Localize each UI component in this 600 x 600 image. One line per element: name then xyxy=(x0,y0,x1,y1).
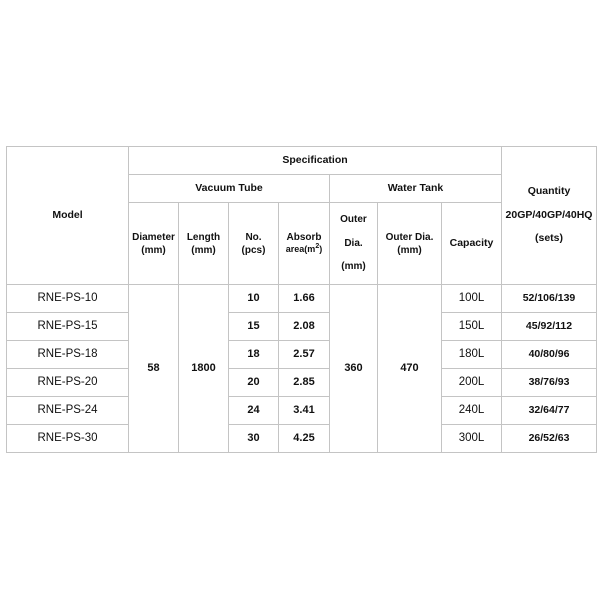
no-cell: 30 xyxy=(229,425,279,453)
quantity-cell: 32/64/77 xyxy=(502,397,597,425)
model-cell: RNE-PS-15 xyxy=(7,313,129,341)
absorb-stack xyxy=(280,231,328,256)
quantity-header xyxy=(502,147,597,285)
outer-dia-2-stack xyxy=(379,231,440,257)
no-stack xyxy=(230,231,277,257)
quantity-unit: (sets) xyxy=(534,232,563,245)
outer-dia-1-header xyxy=(330,203,378,285)
absorb-header xyxy=(279,203,330,285)
outer-dia-1-line2: Dia. xyxy=(344,237,363,249)
capacity-cell: 100L xyxy=(442,285,502,313)
no-header xyxy=(229,203,279,285)
model-cell: RNE-PS-30 xyxy=(7,425,129,453)
table-row xyxy=(7,369,597,397)
no-unit: (pcs) xyxy=(241,244,266,256)
capacity-header: Capacity xyxy=(442,203,502,285)
model-cell: RNE-PS-10 xyxy=(7,285,129,313)
no-cell: 15 xyxy=(229,313,279,341)
outer-dia-1-line1: Outer xyxy=(340,214,367,226)
outer-dia-1-unit: (mm) xyxy=(341,261,366,273)
quantity-cell: 45/92/112 xyxy=(502,313,597,341)
capacity-cell: 200L xyxy=(442,369,502,397)
no-cell: 24 xyxy=(229,397,279,425)
diameter-unit: (mm) xyxy=(141,244,166,256)
no-cell: 10 xyxy=(229,285,279,313)
model-cell: RNE-PS-18 xyxy=(7,341,129,369)
absorb-unit-superscript: 2 xyxy=(315,243,320,251)
table-row xyxy=(7,313,597,341)
header-row-1 xyxy=(7,147,597,175)
table-row xyxy=(7,341,597,369)
no-cell: 18 xyxy=(229,341,279,369)
diameter-stack xyxy=(130,231,177,257)
outer-dia-2-label: Outer Dia. xyxy=(385,231,434,243)
diameter-cell: 58 xyxy=(129,285,179,453)
outer-dia-1-stack xyxy=(331,208,376,279)
model-cell: RNE-PS-20 xyxy=(7,369,129,397)
capacity-cell: 180L xyxy=(442,341,502,369)
table-row xyxy=(7,285,597,313)
outer-dia-2-header xyxy=(378,203,442,285)
absorb-label: Absorb xyxy=(286,232,322,244)
absorb-unit-suffix: ) xyxy=(319,244,323,255)
vacuum-tube-header: Vacuum Tube xyxy=(129,175,330,203)
length-cell: 1800 xyxy=(179,285,229,453)
capacity-cell: 300L xyxy=(442,425,502,453)
specification-table xyxy=(6,146,597,453)
quantity-label: Quantity xyxy=(527,185,571,198)
absorb-cell: 2.57 xyxy=(279,341,330,369)
diameter-header xyxy=(129,203,179,285)
quantity-header-stack xyxy=(503,185,595,246)
water-tank-header: Water Tank xyxy=(330,175,502,203)
diameter-label: Diameter xyxy=(132,231,175,243)
model-header: Model xyxy=(7,147,129,285)
absorb-cell: 2.08 xyxy=(279,313,330,341)
capacity-cell: 240L xyxy=(442,397,502,425)
quantity-containers: 20GP/40GP/40HQ xyxy=(505,208,593,221)
absorb-cell: 4.25 xyxy=(279,425,330,453)
absorb-unit-prefix: area(m xyxy=(285,244,316,255)
no-label: No. xyxy=(245,231,262,243)
capacity-cell: 150L xyxy=(442,313,502,341)
quantity-cell: 40/80/96 xyxy=(502,341,597,369)
outer-dia-1-cell: 360 xyxy=(330,285,378,453)
length-label: Length xyxy=(186,231,221,243)
no-cell: 20 xyxy=(229,369,279,397)
length-header xyxy=(179,203,229,285)
table-row xyxy=(7,425,597,453)
length-stack xyxy=(180,231,227,257)
absorb-unit xyxy=(280,244,328,256)
absorb-cell: 3.41 xyxy=(279,397,330,425)
absorb-cell: 2.85 xyxy=(279,369,330,397)
outer-dia-2-unit: (mm) xyxy=(397,244,422,256)
quantity-cell: 52/106/139 xyxy=(502,285,597,313)
table-row xyxy=(7,397,597,425)
quantity-cell: 38/76/93 xyxy=(502,369,597,397)
model-cell: RNE-PS-24 xyxy=(7,397,129,425)
absorb-cell: 1.66 xyxy=(279,285,330,313)
outer-dia-2-cell: 470 xyxy=(378,285,442,453)
quantity-cell: 26/52/63 xyxy=(502,425,597,453)
specification-header: Specification xyxy=(129,147,502,175)
length-unit: (mm) xyxy=(191,244,216,256)
